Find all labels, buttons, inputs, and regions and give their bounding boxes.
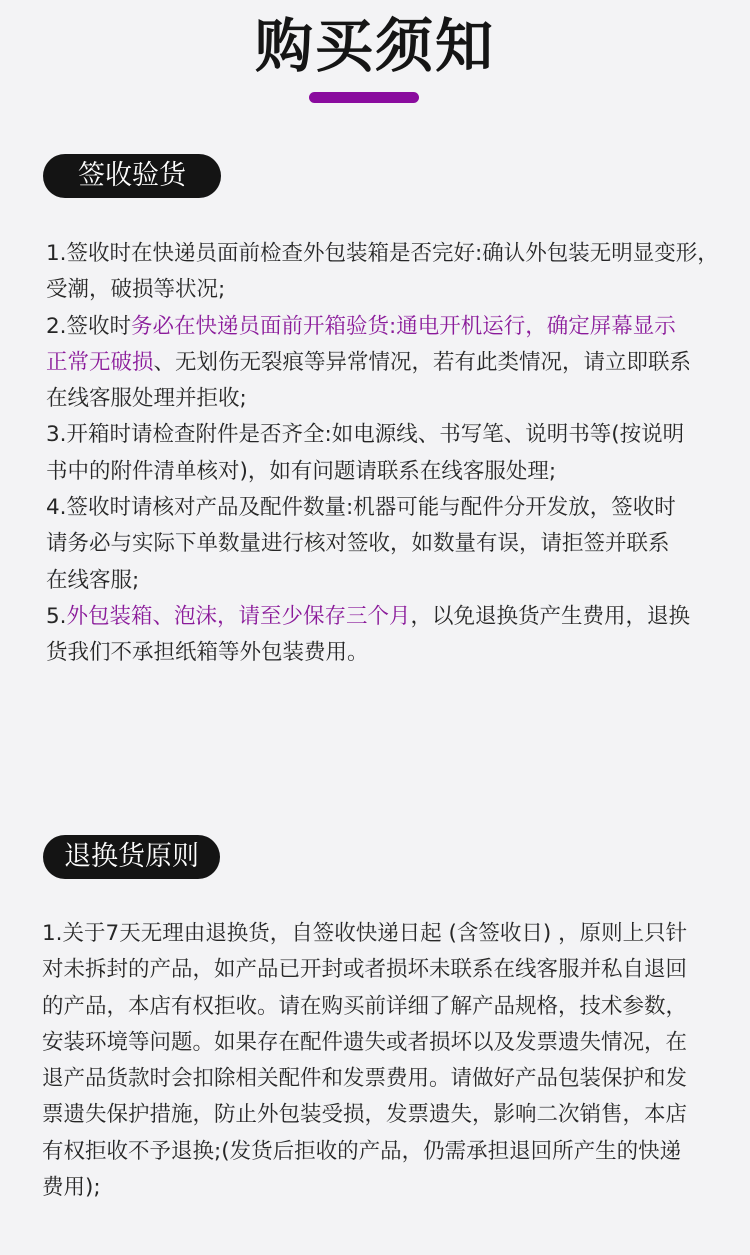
text-line: 1.签收时在快递员面前检查外包装箱是否完好:确认外包装无明显变形， <box>46 241 719 266</box>
text-line: 货我们不承担纸箱等外包装费用。 <box>46 640 369 666</box>
text-line: 受潮，破损等状况; <box>46 277 226 303</box>
section-heading-inspection: 签收验货 <box>43 154 221 198</box>
text-line: 2.签收时务必在快递员面前开箱验货:通电开机运行，确定屏幕显示 <box>46 313 676 339</box>
section-heading-returns: 退换货原则 <box>43 835 220 879</box>
highlight-text: 外包装箱、泡沫，请至少保存三个月 <box>66 603 411 629</box>
text-line: 3.开箱时请检查附件是否齐全:如电源线、书写笔、说明书等(按说明 <box>46 422 685 448</box>
title-underline <box>309 92 419 103</box>
text-line: 费用); <box>42 1175 101 1201</box>
page-title: 购买须知 <box>254 12 495 80</box>
text-line: 有权拒收不予退换;(发货后拒收的产品，仍需承担退回所产生的快递 <box>42 1138 682 1164</box>
text-line: 安装环境等问题。如果存在配件遗失或者损坏以及发票遗失情况，在 <box>42 1029 688 1055</box>
highlight-text: 务必在快递员面前开箱验货:通电开机运行，确定屏幕显示 <box>131 313 676 339</box>
text-line: 对未拆封的产品，如产品已开封或者损坏未联系在线客服并私自退回 <box>42 957 688 983</box>
text-line: 1.关于7天无理由退换货，自签收快递日起 (含签收日) ，原则上只针 <box>42 921 688 946</box>
text-line: 书中的附件清单核对)，如有问题请联系在线客服处理; <box>46 458 557 484</box>
inspection-paragraph <box>46 236 730 672</box>
text-line: 5.外包装箱、泡沫，请至少保存三个月，以免退换货产生费用，退换 <box>46 603 691 629</box>
text-line: 在线客服; <box>46 567 140 593</box>
text-line: 请务必与实际下单数量进行核对签收，如数量有误，请拒签并联系 <box>46 531 670 557</box>
text-line: 的产品，本店有权拒收。请在购买前详细了解产品规格，技术参数， <box>42 993 688 1019</box>
text-line: 票遗失保护措施，防止外包装受损，发票遗失，影响二次销售，本店 <box>42 1102 688 1128</box>
text-line: 在线客服处理并拒收; <box>46 386 247 412</box>
highlight-text: 正常无破损 <box>46 349 154 375</box>
text-line: 4.签收时请核对产品及配件数量:机器可能与配件分开发放，签收时 <box>46 495 676 521</box>
text-line: 正常无破损、无划伤无裂痕等异常情况，若有此类情况，请立即联系 <box>46 349 692 375</box>
returns-paragraph <box>42 916 732 1206</box>
text-line: 退产品货款时会扣除相关配件和发票费用。请做好产品包装保护和发 <box>42 1066 688 1092</box>
